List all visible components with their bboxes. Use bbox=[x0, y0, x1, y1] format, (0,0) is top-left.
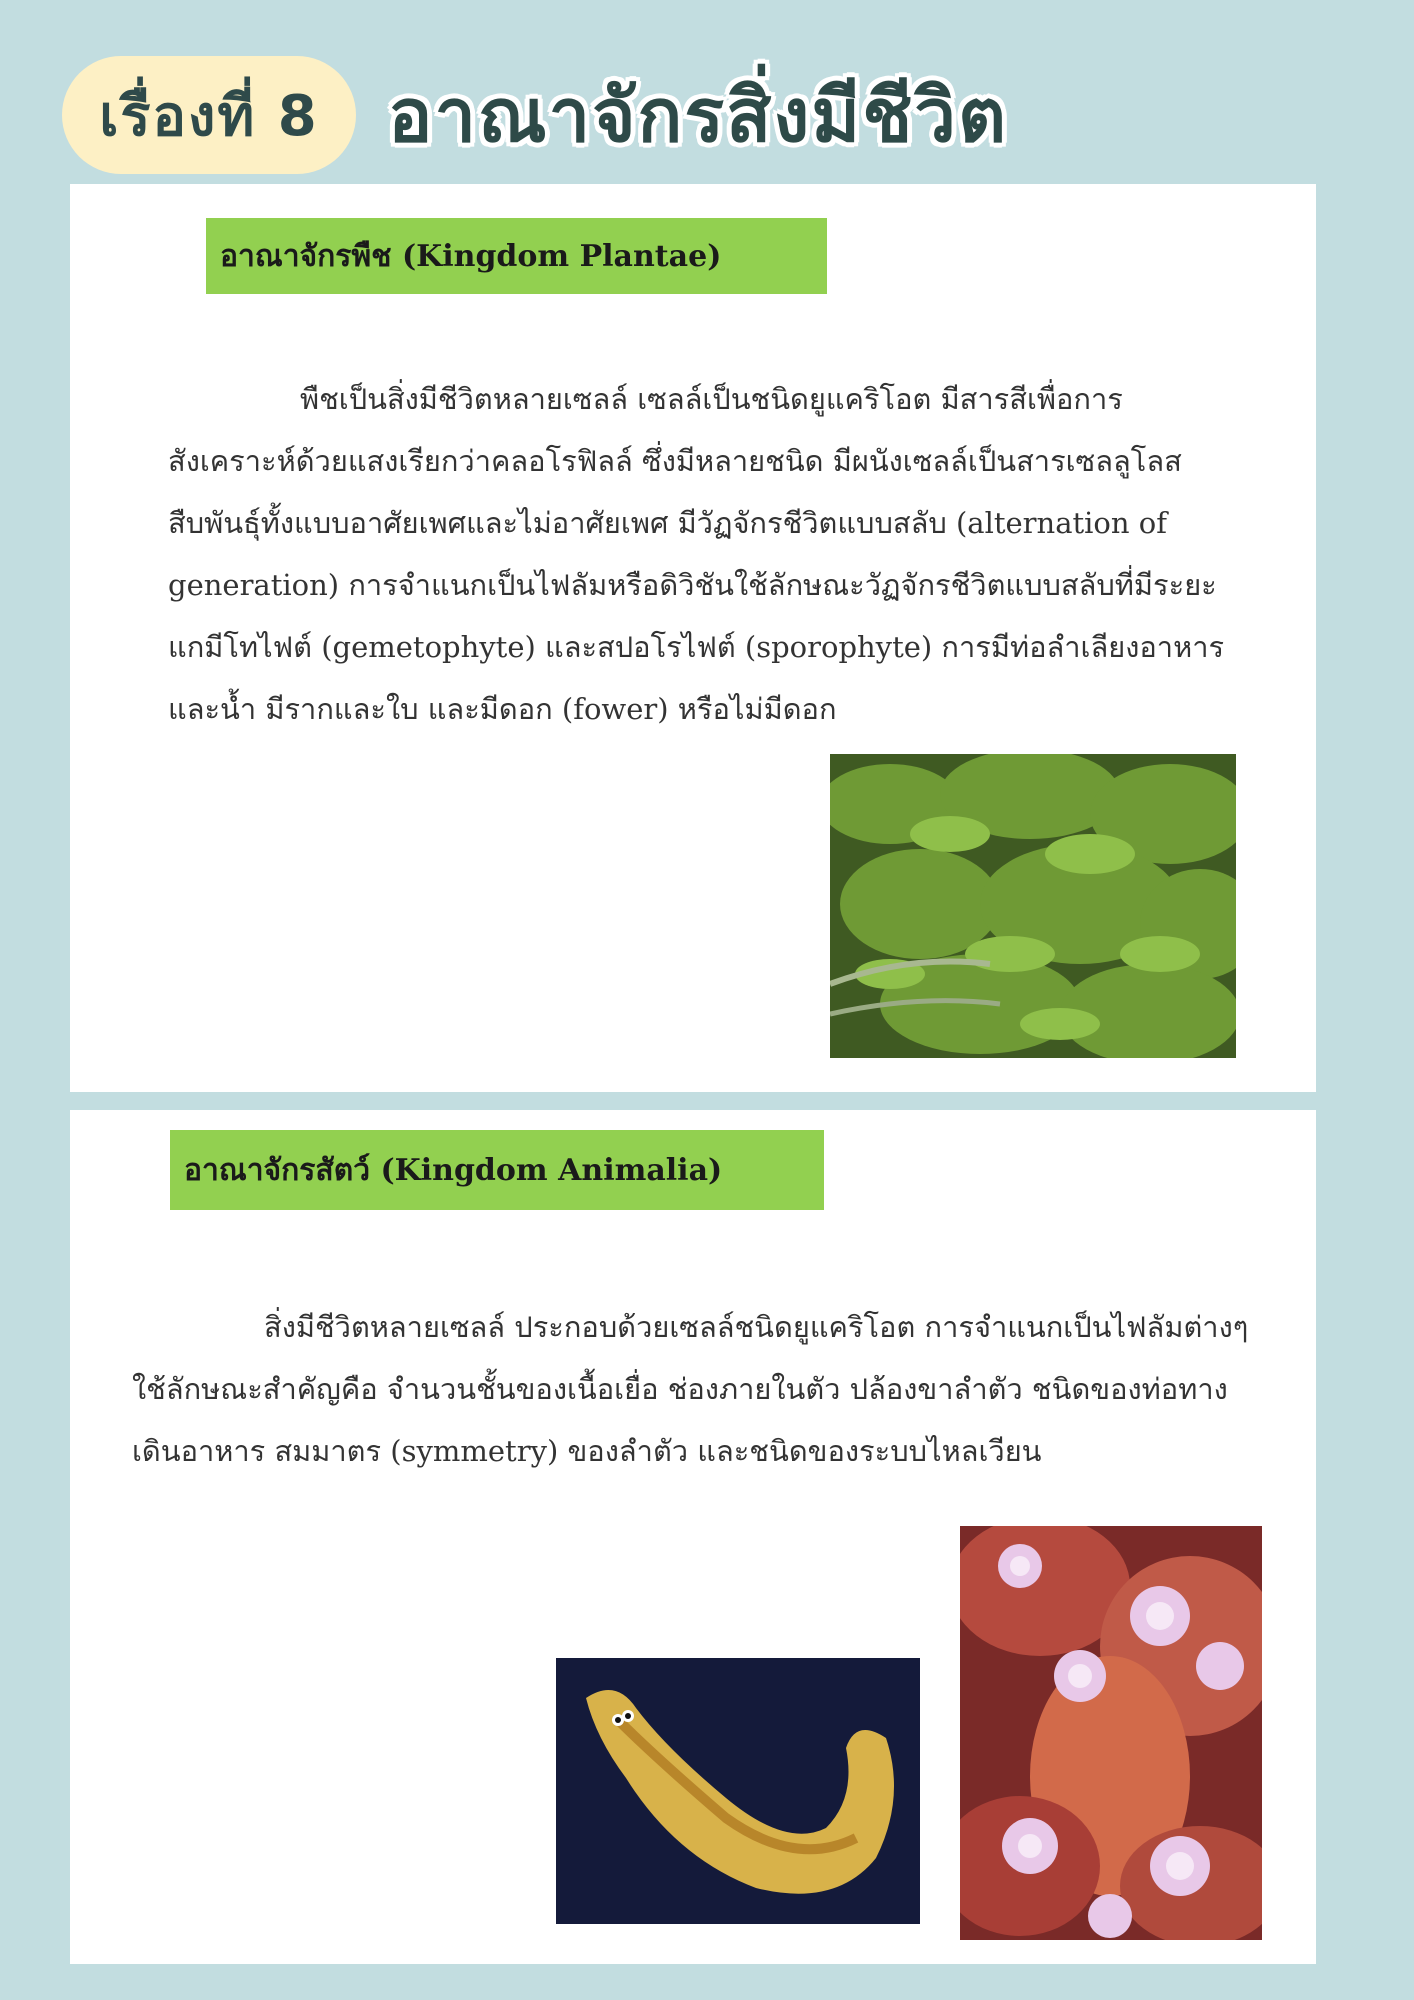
plant-kingdom-card bbox=[70, 184, 1316, 1092]
flatworm-photo bbox=[556, 1658, 920, 1924]
animal-kingdom-description: สิ่งมีชีวิตหลายเซลล์ ประกอบด้วยเซลล์ชนิดยูแคริโอต การจำแนกเป็นไฟลัมต่างๆใช้ลักษณะสำคัญคือ จำนวนชั้นของเนื้อเยื่อ ช่องภายในตัว ปล้องขาลำตัว ชนิดของท่อทางเดินอาหาร สมมาตร (symmetry) ของลำตัว และชนิดของระบบไหลเวียน bbox=[132, 1310, 1249, 1468]
lesson-number-label: เรื่องที่ 8 bbox=[99, 83, 319, 149]
animal-kingdom-card bbox=[70, 1110, 1316, 1964]
page-title: อาณาจักรสิ่งมีชีวิต bbox=[388, 73, 1009, 159]
plant-kingdom-description: พืชเป็นสิ่งมีชีวิตหลายเซลล์ เซลล์เป็นชนิดยูแคริโอต มีสารสีเพื่อการสังเคราะห์ด้วยแสงเรียกว่าคลอโรฟิลล์ ซึ่งมีหลายชนิด มีผนังเซลล์เป็นสารเซลลูโลส สืบพันธุ์ทั้งแบบอาศัยเพศและไม่อาศัยเพศ มีวัฏจักรชีวิตแบบสลับ (alternation of generation) การจำแนกเป็นไฟลัมหรือดิวิชันใช้ลักษณะวัฏจักรชีวิตแบบสลับที่มีระยะแกมีโทไฟต์ (gemetophyte) และสปอโรไฟต์ (sporophyte) การมีท่อลำเลียงอาหารและน้ำ มีรากและใบ และมีดอก (fower) หรือไม่มีดอก bbox=[168, 382, 1225, 726]
plant-kingdom-heading: อาณาจักรพืช (Kingdom Plantae) bbox=[206, 218, 827, 294]
fern-photo bbox=[830, 754, 1236, 1058]
sea-anemone-photo bbox=[960, 1526, 1262, 1940]
lesson-number-badge bbox=[62, 56, 356, 174]
animal-kingdom-heading: อาณาจักรสัตว์ (Kingdom Animalia) bbox=[170, 1130, 824, 1210]
